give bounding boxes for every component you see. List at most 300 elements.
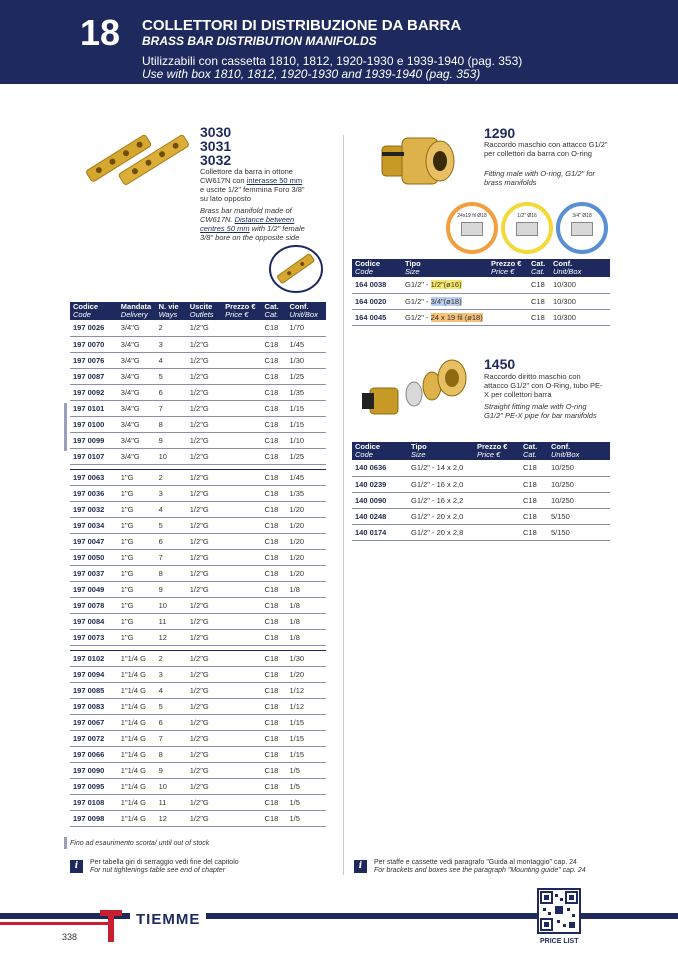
section-title-en: BRASS BAR DISTRIBUTION MANIFOLDS: [142, 34, 377, 48]
table-cell: [474, 476, 520, 492]
table-cell: 1/5: [286, 778, 326, 794]
table-cell: 197 0036: [70, 485, 118, 501]
table-cell: 9: [156, 762, 187, 778]
table-cell: 1"G: [118, 581, 156, 597]
product-code: 3030: [200, 124, 232, 140]
manifold-table: Codice Code Mandata Delivery N. vie Ways Uscite Outlets Prezzo € Price € Cat. Cat. Conf. Unit/Box 197 0026 3/4"G 2 1/2"G C18 1/70 197 0070 3/4"G 3 1/2"G C18 1/45 197 0076 3/4"G 4 1/2"G C18 1/30 197 0087 3/4"G 5 1/2"G C18 1/25 197 0092 3/4"G 6 1/2"G C18 1/35 197 0101 3/4"G 7 1/2"G C18 1/15 197 0100 3/4"G 8 1/2"G C18 1/15 197 0099 3/4"G 9 1/2"G C18 1/10 197 0107 3/4"G 10 1/2"G C18 1/25 197 0063 1"G 2 1/2"G C18 1/45 197 0036 1"G 3 1/2"G C18 1/35 197 0032 1"G 4 1/2"G C18 1/20 197 0034 1"G 5 1/2"G C18 1/20 197 0047 1"G 6 1/2"G C18 1/20 197 0050 1"G 7 1/2"G C18 1/20 197 0037 1"G 8 1/2"G C18 1/20 197 0049 1"G 9 1/2"G C18 1/8 197 0078 1"G 10 1/2"G C18 1/8 197 0084 1"G 11 1/2"G C18 1/8 197 0073 1"G 12 1/2"G C18 1/8 197 0102 1"1/4 G 2 1/2"G C18 1/30 197 0094 1"1/4 G 3 1/2"G C18 1/20 197 0085 1"1/4 G 4 1/2"G C18 1/12 197 0083 1"1/4 G 5 1/2"G C18 1/12 197 0067 1"1/4 G 6 1/2"G C18 1/15 197 0072 1"1/4 G 7 1/2"G C18 1/15 197 0066 1"1/4 G 8 1/2"G C18 1/15 197 0090 1"1/4 G 9 1/2"G C18 1/5 197 0095 1"1/4 G 10 1/2"G C18 1/5 197 0108 1"1/4 G 11 1/2"G C18 1/5 197 0098 1"1/4 G 12 1/2"G C18 1/5: [70, 302, 326, 827]
table-cell: [222, 352, 261, 368]
note-left: Per tabella giri di serraggio vedi fine del capitolo For nut tightenings table see end of chapter: [90, 859, 239, 874]
table-cell: [222, 517, 261, 533]
table-cell: 197 0083: [70, 698, 118, 714]
table-row: [70, 533, 326, 549]
table-cell: C18: [262, 629, 287, 645]
table-cell: 1/2"G: [187, 320, 222, 336]
table-cell: C18: [262, 448, 287, 464]
table-cell: 197 0070: [70, 336, 118, 352]
table-cell: [222, 613, 261, 629]
table-cell: [222, 320, 261, 336]
table-cell: 1/20: [286, 666, 326, 682]
table-row: [70, 730, 326, 746]
table-cell: 1/5: [286, 762, 326, 778]
size-badge-blue: 3/4" Ø18: [556, 202, 608, 254]
table-cell: 1"1/4 G: [118, 746, 156, 762]
table-cell: [222, 597, 261, 613]
table-cell: 1"G: [118, 597, 156, 613]
table-cell: [222, 469, 261, 485]
table-cell: 10: [156, 597, 187, 613]
table-cell: 1"1/4 G: [118, 650, 156, 666]
table-cell: [222, 549, 261, 565]
table-cell: 1/8: [286, 597, 326, 613]
table-cell: [222, 485, 261, 501]
table-row: [70, 517, 326, 533]
table-cell: 6: [156, 714, 187, 730]
chapter-number: 18: [80, 12, 121, 53]
table-cell: 1/2"G: [187, 778, 222, 794]
table-row: [70, 597, 326, 613]
table-cell: 1/2"G: [187, 730, 222, 746]
stock-note: Fino ad esaurimento scorta/ until out of stock: [70, 840, 210, 847]
table-cell: 1"G: [118, 469, 156, 485]
size-prefix: G1/2" -: [405, 312, 431, 322]
table-row: [70, 629, 326, 645]
table-cell: 8: [156, 416, 187, 432]
table-cell: 3/4"G: [118, 400, 156, 416]
table-cell: 164 0038: [352, 277, 402, 293]
table-cell: 1/8: [286, 581, 326, 597]
table-cell: C18: [262, 810, 287, 826]
table-cell: C18: [262, 469, 287, 485]
table-cell: C18: [262, 549, 287, 565]
table-cell: C18: [262, 698, 287, 714]
info-icon: i: [354, 860, 367, 873]
table-cell: 197 0084: [70, 613, 118, 629]
table-cell: 10/300: [550, 309, 610, 325]
info-icon: i: [70, 860, 83, 873]
table-cell: 1/2"G: [187, 581, 222, 597]
table-cell: 1"1/4 G: [118, 794, 156, 810]
straight-fitting-image: [360, 358, 470, 430]
table-cell: [402, 309, 488, 325]
table-cell: G1/2" - 16 x 2,0: [408, 476, 474, 492]
table-cell: 197 0095: [70, 778, 118, 794]
table-cell: [474, 524, 520, 540]
table-cell: 1"G: [118, 501, 156, 517]
table-cell: 10/250: [548, 460, 610, 476]
fitting-1450-table: Codice Code Tipo Size Prezzo € Price € Cat. Cat. Conf. Unit/Box 140 0636 G1/2" - 14 x 2,0 C18 10/250 140 0239 G1/2" - 16 x 2,0 C18 10/250 140 0090 G1/2" - 16 x 2,2 C18 10/250 140 0248 G1/2" - 20 x 2,0 C18 5/150 140 0174 G1/2" - 20 x 2,8 C18 5/150: [352, 442, 610, 541]
table-cell: 3/4"G: [118, 432, 156, 448]
table-cell: 1/2"G: [187, 533, 222, 549]
table-cell: 1/2"G: [187, 666, 222, 682]
table-cell: 1/2"G: [187, 762, 222, 778]
table-row: [70, 320, 326, 336]
table-row: [70, 549, 326, 565]
table-cell: [222, 629, 261, 645]
table-cell: [402, 293, 488, 309]
table-cell: 197 0108: [70, 794, 118, 810]
table-cell: 1/30: [286, 650, 326, 666]
table-cell: 10/300: [550, 293, 610, 309]
table-cell: 3/4"G: [118, 448, 156, 464]
table-cell: 1/35: [286, 485, 326, 501]
table-row: [70, 746, 326, 762]
table-row: [70, 565, 326, 581]
table-cell: 197 0072: [70, 730, 118, 746]
table-cell: [402, 277, 488, 293]
page-header: [0, 0, 678, 84]
table-cell: 1/2"G: [187, 352, 222, 368]
table-row: [352, 508, 610, 524]
table-cell: 10/300: [550, 277, 610, 293]
product-description-it: Raccordo maschio con attacco G1/2" per collettori da barra con O-ring: [484, 140, 608, 158]
table-cell: G1/2" - 16 x 2,2: [408, 492, 474, 508]
table-cell: 1/70: [286, 320, 326, 336]
table-cell: 9: [156, 432, 187, 448]
table-cell: [488, 277, 528, 293]
table-cell: [222, 762, 261, 778]
table-cell: 197 0087: [70, 368, 118, 384]
table-row: [70, 778, 326, 794]
table-cell: 1"1/4 G: [118, 714, 156, 730]
table-cell: G1/2" - 14 x 2,0: [408, 460, 474, 476]
table-cell: 1"1/4 G: [118, 682, 156, 698]
product-description-en: Straight fitting male with O-ring G1/2" PE-X pipe for bar manifolds: [484, 402, 597, 420]
table-cell: C18: [262, 762, 287, 778]
table-cell: C18: [262, 565, 287, 581]
table-cell: 1/15: [286, 400, 326, 416]
bar-manifold-image: [84, 120, 192, 202]
table-cell: C18: [528, 309, 550, 325]
table-cell: 197 0032: [70, 501, 118, 517]
table-cell: 5: [156, 698, 187, 714]
table-cell: C18: [262, 432, 287, 448]
table-cell: [488, 293, 528, 309]
product-description-it: Raccordo diritto maschio con attacco G1/2" con O-Ring, tubo PE-X per collettori barra: [484, 372, 603, 399]
table-row: [70, 581, 326, 597]
table-cell: C18: [262, 533, 287, 549]
table-cell: 1/2"G: [187, 501, 222, 517]
table-cell: 1/20: [286, 501, 326, 517]
table-cell: C18: [520, 508, 548, 524]
table-row: [70, 501, 326, 517]
table-cell: 1/2"G: [187, 336, 222, 352]
table-cell: C18: [520, 524, 548, 540]
section-title-it: COLLETTORI DI DISTRIBUZIONE DA BARRA: [142, 17, 462, 34]
table-cell: 5/150: [548, 524, 610, 540]
table-row: [70, 416, 326, 432]
table-row: [70, 682, 326, 698]
table-cell: C18: [520, 476, 548, 492]
table-cell: 197 0078: [70, 597, 118, 613]
table-row: [352, 476, 610, 492]
column-divider: [343, 135, 344, 875]
table-cell: 140 0174: [352, 524, 408, 540]
table-cell: 1/2"G: [187, 368, 222, 384]
table-cell: C18: [528, 293, 550, 309]
table-cell: 1/20: [286, 533, 326, 549]
table-cell: 1"1/4 G: [118, 762, 156, 778]
table-cell: 6: [156, 533, 187, 549]
table-cell: 3/4"G: [118, 416, 156, 432]
table-row: [70, 613, 326, 629]
table-cell: [474, 460, 520, 476]
table-cell: [222, 448, 261, 464]
qr-code-icon[interactable]: [537, 888, 581, 934]
table-cell: 9: [156, 581, 187, 597]
qr-label: PRICE LIST: [540, 938, 579, 945]
table-cell: 197 0100: [70, 416, 118, 432]
table-cell: C18: [262, 485, 287, 501]
table-cell: 2: [156, 650, 187, 666]
table-cell: 1/2"G: [187, 746, 222, 762]
table-cell: 3: [156, 485, 187, 501]
table-row: [70, 432, 326, 448]
table-cell: 197 0094: [70, 666, 118, 682]
male-fitting-image: [378, 130, 462, 190]
table-row: [352, 524, 610, 540]
table-row: [352, 277, 610, 293]
table-cell: 197 0067: [70, 714, 118, 730]
table-cell: [222, 581, 261, 597]
table-cell: [222, 384, 261, 400]
size-highlight: 3/4"(ø18): [430, 296, 462, 306]
table-cell: [222, 501, 261, 517]
table-cell: 1"1/4 G: [118, 666, 156, 682]
table-cell: 1/2"G: [187, 549, 222, 565]
table-cell: 140 0090: [352, 492, 408, 508]
table-cell: C18: [520, 460, 548, 476]
table-cell: 3/4"G: [118, 320, 156, 336]
table-cell: 2: [156, 469, 187, 485]
table-cell: C18: [262, 794, 287, 810]
table-cell: [488, 309, 528, 325]
table-cell: 1/5: [286, 810, 326, 826]
table-cell: 8: [156, 565, 187, 581]
table-cell: 197 0026: [70, 320, 118, 336]
size-highlight: 24 x 19 fil (ø18): [430, 312, 483, 322]
table-cell: 197 0098: [70, 810, 118, 826]
out-of-stock-marker: [64, 403, 67, 451]
table-cell: 1/2"G: [187, 565, 222, 581]
table-cell: 1"1/4 G: [118, 810, 156, 826]
product-code: 3031: [200, 138, 232, 154]
table-cell: 4: [156, 501, 187, 517]
table-cell: C18: [262, 778, 287, 794]
table-cell: 11: [156, 613, 187, 629]
table-cell: C18: [262, 613, 287, 629]
table-row: [70, 400, 326, 416]
table-cell: 1/12: [286, 682, 326, 698]
table-cell: 197 0050: [70, 549, 118, 565]
table-cell: C18: [262, 416, 287, 432]
table-cell: 197 0101: [70, 400, 118, 416]
product-description-it: Collettore da barra in ottone CW617N con interasse 50 mm e uscite 1/2" femmina Foro 3/8" su lato opposto: [200, 167, 305, 203]
table-cell: 10/250: [548, 476, 610, 492]
product-description-en: Fitting male with O-ring, G1/2" for brass manifolds: [484, 169, 596, 187]
table-cell: 5: [156, 517, 187, 533]
product-codes-3030: [200, 125, 231, 167]
table-cell: 3/4"G: [118, 384, 156, 400]
table-cell: 197 0099: [70, 432, 118, 448]
table-cell: [222, 794, 261, 810]
table-cell: 1/20: [286, 549, 326, 565]
product-code: 1290: [484, 125, 516, 141]
brand-logo-icon: [98, 908, 124, 943]
table-cell: 197 0066: [70, 746, 118, 762]
product-code: 1450: [484, 356, 516, 372]
table-cell: 1/2"G: [187, 517, 222, 533]
table-cell: 140 0636: [352, 460, 408, 476]
table-cell: C18: [262, 368, 287, 384]
table-cell: 197 0102: [70, 650, 118, 666]
note-right: Per staffe e cassette vedi paragrafo "Guida al montaggio" cap. 24 For brackets and boxes see the paragraph "Mounting guide" cap. 24: [374, 859, 586, 874]
table-row: [352, 492, 610, 508]
table-cell: 1"G: [118, 613, 156, 629]
table-cell: 197 0107: [70, 448, 118, 464]
table-cell: 1/45: [286, 336, 326, 352]
table-cell: 1/20: [286, 517, 326, 533]
table-cell: 1/45: [286, 469, 326, 485]
table-cell: 3/4"G: [118, 336, 156, 352]
table-cell: 164 0045: [352, 309, 402, 325]
table-cell: 1"G: [118, 549, 156, 565]
table-cell: C18: [262, 336, 287, 352]
table-cell: [222, 533, 261, 549]
table-cell: 1"1/4 G: [118, 730, 156, 746]
table-cell: 8: [156, 746, 187, 762]
table-cell: 1/2"G: [187, 698, 222, 714]
table-cell: 3/4"G: [118, 352, 156, 368]
table-cell: 164 0020: [352, 293, 402, 309]
table-cell: C18: [262, 352, 287, 368]
table-cell: 1/35: [286, 384, 326, 400]
table-row: [70, 714, 326, 730]
table-cell: 1"G: [118, 517, 156, 533]
table-cell: 1/2"G: [187, 485, 222, 501]
table-cell: [222, 810, 261, 826]
table-cell: 12: [156, 629, 187, 645]
table-cell: C18: [262, 597, 287, 613]
table-cell: 1/2"G: [187, 794, 222, 810]
table-cell: 1/2"G: [187, 597, 222, 613]
size-badge-orange: 24x19 fil Ø18: [446, 202, 498, 254]
table-cell: 1/12: [286, 698, 326, 714]
table-cell: 197 0092: [70, 384, 118, 400]
out-of-stock-marker: [64, 837, 67, 849]
table-cell: 1"G: [118, 565, 156, 581]
table-row: [70, 810, 326, 826]
table-cell: 7: [156, 730, 187, 746]
table-cell: [222, 778, 261, 794]
table-row: [352, 460, 610, 476]
table-cell: 4: [156, 682, 187, 698]
table-cell: 1/2"G: [187, 448, 222, 464]
table-cell: 1/2"G: [187, 629, 222, 645]
table-cell: 1/2"G: [187, 416, 222, 432]
table-cell: 10: [156, 778, 187, 794]
size-prefix: G1/2" -: [405, 296, 431, 306]
table-cell: 1/20: [286, 565, 326, 581]
table-cell: 7: [156, 549, 187, 565]
table-cell: 197 0049: [70, 581, 118, 597]
table-cell: [222, 714, 261, 730]
product-code: 3032: [200, 152, 232, 168]
table-cell: [222, 432, 261, 448]
table-cell: 7: [156, 400, 187, 416]
table-cell: 1/10: [286, 432, 326, 448]
table-cell: 6: [156, 384, 187, 400]
table-row: [352, 309, 610, 325]
table-cell: 1/2"G: [187, 810, 222, 826]
table-cell: C18: [262, 581, 287, 597]
table-cell: [222, 336, 261, 352]
table-cell: 1/2"G: [187, 432, 222, 448]
table-cell: 1"G: [118, 485, 156, 501]
table-cell: 11: [156, 794, 187, 810]
table-cell: [222, 416, 261, 432]
table-row: [70, 485, 326, 501]
table-cell: 1"1/4 G: [118, 698, 156, 714]
table-cell: C18: [262, 501, 287, 517]
table-cell: 197 0034: [70, 517, 118, 533]
table-row: [70, 650, 326, 666]
table-cell: 197 0090: [70, 762, 118, 778]
table-cell: 140 0239: [352, 476, 408, 492]
table-cell: [222, 666, 261, 682]
table-cell: 1/15: [286, 714, 326, 730]
brand-name: TIEMME: [130, 911, 206, 928]
table-cell: C18: [528, 277, 550, 293]
table-row: [70, 762, 326, 778]
table-cell: 5/150: [548, 508, 610, 524]
table-cell: 12: [156, 810, 187, 826]
table-cell: 1"G: [118, 629, 156, 645]
footer-accent: [0, 922, 110, 925]
table-cell: [222, 682, 261, 698]
table-cell: 197 0073: [70, 629, 118, 645]
table-cell: [222, 400, 261, 416]
table-row: [70, 448, 326, 464]
table-row: [70, 698, 326, 714]
table-cell: 1/30: [286, 352, 326, 368]
section-subtitle-it: Utilizzabili con cassetta 1810, 1812, 1920-1930 e 1939-1940 (pag. 353): [142, 54, 523, 68]
table-cell: 1/15: [286, 746, 326, 762]
table-cell: 1/5: [286, 794, 326, 810]
size-badge-yellow: 1/2" Ø16: [501, 202, 553, 254]
table-cell: C18: [262, 730, 287, 746]
section-subtitle-en: Use with box 1810, 1812, 1920-1930 and 1939-1940 (pag. 353): [142, 67, 481, 81]
table-row: [70, 384, 326, 400]
table-cell: 1/2"G: [187, 650, 222, 666]
fitting-1290-table: Codice Code Tipo Size Prezzo € Price € Cat. Cat. Conf. Unit/Box 164 0038 G1/2" - 1/2"(ø16) C18 10/300 164 0020 G1/2" - 3/4"(ø18) C18 10/300 164 0045 G1/2" - 24 x 19 fil (ø18) C18 10/300: [352, 259, 610, 326]
table-cell: 10/250: [548, 492, 610, 508]
table-cell: 1/2"G: [187, 714, 222, 730]
page-number: 338: [62, 932, 78, 942]
table-cell: 3: [156, 336, 187, 352]
table-cell: 1/25: [286, 368, 326, 384]
table-cell: [222, 565, 261, 581]
table-cell: 3/4"G: [118, 368, 156, 384]
table-cell: 1/8: [286, 629, 326, 645]
table-row: [70, 336, 326, 352]
table-cell: C18: [262, 714, 287, 730]
table-cell: [222, 368, 261, 384]
table-cell: [474, 492, 520, 508]
table-cell: C18: [520, 492, 548, 508]
table-cell: 197 0076: [70, 352, 118, 368]
table-cell: 140 0248: [352, 508, 408, 524]
product-description-en: Brass bar manifold made of CW617N. Distance between centres 50 mm with 1/2" female 3/8" bore on the opposite side: [200, 206, 305, 242]
